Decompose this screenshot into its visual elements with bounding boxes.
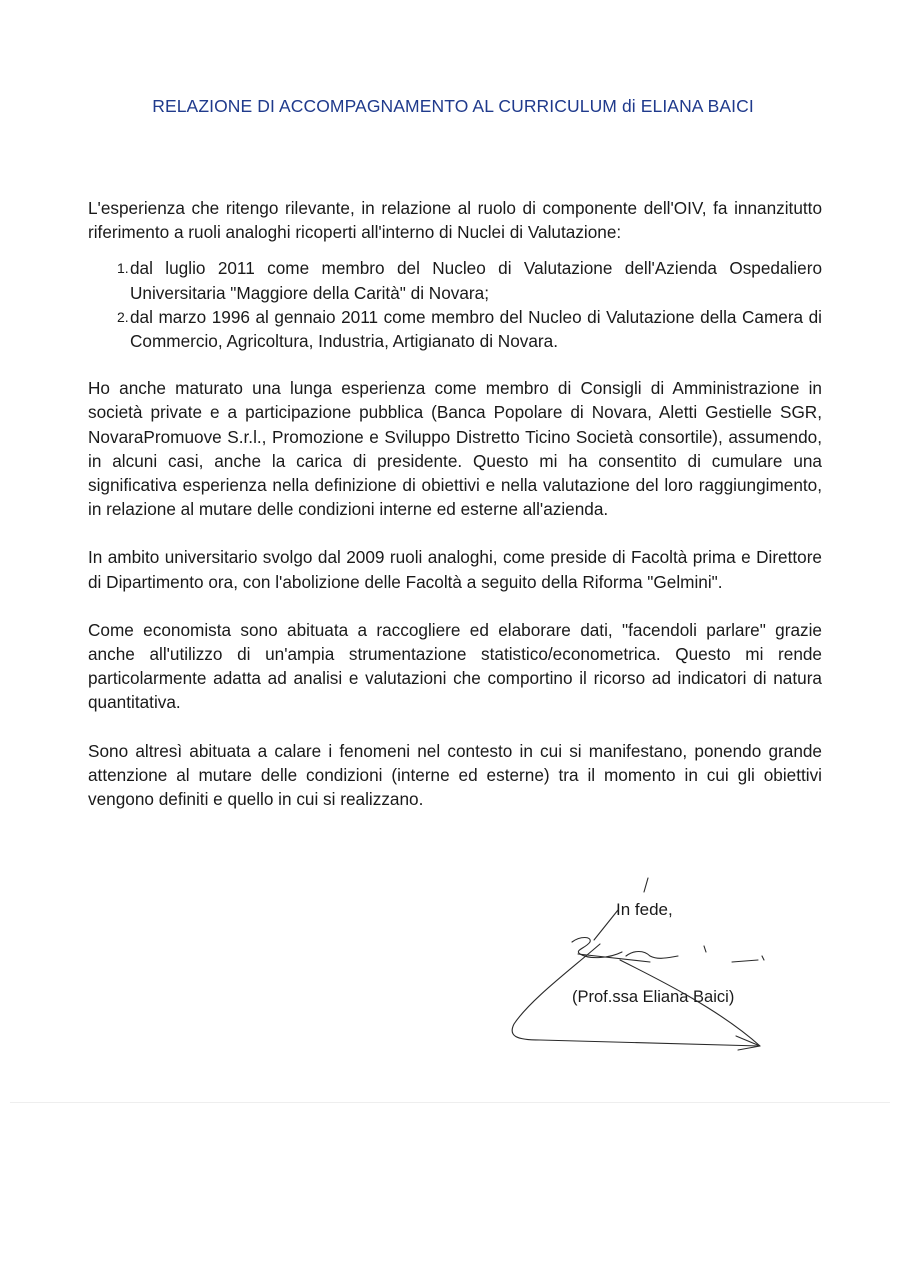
signer-name: (Prof.ssa Eliana Baici) [572, 988, 735, 1006]
board-experience-paragraph: Ho anche maturato una lunga esperienza come membro di Consigli di Amministrazione in società private e a participazione pubblica (Banca Popolare di Novara, Aletti Gestielle SGR, NovaraPromuove S.r.l., Promozione e Sviluppo Distretto Ticino Società consortile), assumendo, in alcuni casi, anche la carica di presidente. Questo mi ha consentito di cumulare una significativa esperienza nella definizione di obiettivi e nella valutazione del loro raggiungimento, in relazione al mutare delle condizioni interne ed esterne all'azienda. [88, 378, 822, 520]
signature-block [510, 870, 790, 1070]
university-paragraph: In ambito universitario svolgo dal 2009 ruoli analoghi, come preside di Facoltà prima e Direttore di Dipartimento ora, con l'abolizione delle Facoltà a seguito della Riforma "Gelmini". [88, 547, 822, 592]
document-body [88, 196, 822, 835]
intro-paragraph: L'esperienza che ritengo rilevante, in relazione al ruolo di componente dell'OIV, fa innanzitutto riferimento a ruoli analoghi ricoperti all'interno di Nuclei di Valutazione: [88, 198, 822, 243]
list-item-number: 2. [117, 308, 129, 325]
list-item-text: dal marzo 1996 al gennaio 2011 come membro del Nucleo di Valutazione della Camera di Commercio, Agricoltura, Industria, Artigianato di Novara. [130, 306, 822, 352]
economist-paragraph: Come economista sono abituata a raccogliere ed elaborare dati, "facendoli parlare" grazie anche all'utilizzo di un'ampia strumentazione statistico/econometrica. Questo mi rende particolarmente adatta ad analisi e valutazioni che comportino il ricorso ad indicatori di natura quantitativa. [88, 619, 822, 713]
list-item-number: 1. [117, 260, 129, 277]
experience-list [88, 256, 822, 353]
page-bottom-rule [10, 1102, 890, 1103]
document-title: RELAZIONE DI ACCOMPAGNAMENTO AL CURRICULUM di ELIANA BAICI [152, 96, 754, 116]
list-item [88, 256, 822, 304]
list-item-text: dal luglio 2011 come membro del Nucleo di Valutazione dell'Azienda Ospedaliero Universitaria "Maggiore della Carità" di Novara; [130, 258, 822, 303]
list-item [88, 305, 822, 353]
handwritten-signature [510, 870, 790, 1070]
context-paragraph: Sono altresì abituata a calare i fenomeni nel contesto in cui si manifestano, ponendo grande attenzione al mutare delle condizioni (interne ed esterne) tra il momento in cui gli obiettivi vengono definiti e quello in cui si realizzano. [88, 740, 822, 810]
closing-text: In fede, [616, 900, 673, 919]
